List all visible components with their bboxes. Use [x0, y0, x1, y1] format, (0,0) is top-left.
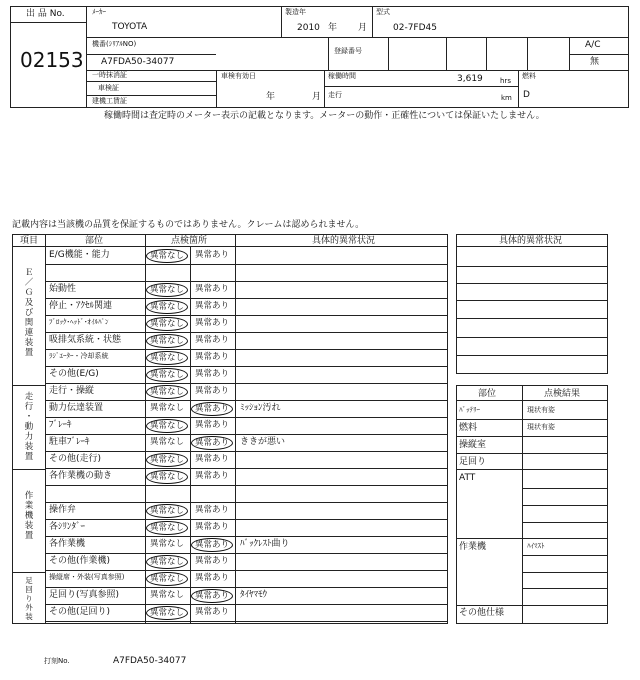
status-normal[interactable]: 異常なし — [149, 437, 184, 447]
right-result-battery: 現状有姿 — [527, 406, 555, 414]
model: 02-7FD45 — [393, 23, 437, 33]
row-part: 動力伝達装置 — [49, 403, 104, 413]
status-normal[interactable]: 異常なし — [149, 590, 184, 600]
row-part: その他(作業機) — [49, 556, 111, 566]
col-item-header: 項目 — [20, 236, 39, 246]
item-no: 02153 — [20, 48, 84, 72]
year-label: 製造年 — [285, 8, 306, 16]
row-divider — [45, 298, 448, 299]
row-divider — [45, 587, 448, 588]
row-part: その他(E/G) — [49, 369, 99, 379]
row-divider — [45, 502, 448, 503]
serial-label: 機番(ｼﾘｱﾙNO) — [92, 40, 137, 48]
status-normal[interactable]: 異常なし — [146, 606, 188, 620]
status-normal[interactable]: 異常なし — [146, 317, 188, 331]
col-check-header: 点検箇所 — [171, 236, 208, 246]
row-detail: ききが悪い — [240, 437, 286, 447]
row-divider — [45, 264, 448, 265]
status-normal[interactable]: 異常なし — [146, 334, 188, 348]
row-divider — [45, 485, 448, 486]
row-divider — [45, 570, 448, 571]
right-result-fuel: 現状有姿 — [527, 423, 555, 431]
km-unit: km — [501, 94, 512, 102]
right-col-part: 部位 — [478, 389, 497, 399]
status-abnormal[interactable]: 異常あり — [194, 573, 229, 583]
row-part: その他(走行) — [49, 454, 102, 464]
status-normal[interactable]: 異常なし — [146, 572, 188, 586]
right-part-att: ATT — [459, 473, 476, 483]
row-part: ﾌﾞﾚｰｷ — [49, 420, 72, 430]
group-chassis-label: 足 回 り 外 装 — [25, 576, 33, 621]
row-part: 各作業機の動き — [49, 471, 113, 481]
group-work-label: 作 業 機 装 置 — [24, 491, 34, 541]
row-part: 吸排気系統・状態 — [49, 335, 122, 345]
row-part: 駐車ﾌﾞﾚｰｷ — [49, 437, 90, 447]
year: 2010 — [297, 23, 320, 33]
row-divider — [45, 621, 448, 622]
hours-value: 3,619 — [457, 74, 483, 84]
year-unit: 年 — [328, 23, 338, 33]
row-detail: ﾊﾞｯｸﾚｽﾄ曲り — [240, 539, 290, 549]
row-part: ﾌﾞﾛｯｸ･ﾍｯﾄﾞ･ｵｲﾙﾊﾟﾝ — [49, 318, 109, 326]
inspection-month-unit: 月 — [312, 92, 322, 102]
status-normal[interactable]: 異常なし — [146, 504, 188, 518]
row-part: ﾗｼﾞｴｰﾀｰ・冷却系統 — [49, 352, 109, 360]
status-abnormal[interactable]: 異常あり — [194, 505, 229, 515]
status-abnormal[interactable]: 異常あり — [194, 335, 229, 345]
status-normal[interactable]: 異常なし — [149, 403, 184, 413]
status-abnormal[interactable]: 異常あり — [191, 538, 233, 552]
fuel-label: 燃料 — [522, 72, 536, 80]
inspection-year-unit: 年 — [266, 92, 276, 102]
right-detail-header: 具体的異常状況 — [499, 236, 563, 246]
status-normal[interactable]: 異常なし — [146, 470, 188, 484]
row-divider — [45, 366, 448, 367]
month-unit: 月 — [358, 23, 368, 33]
status-abnormal[interactable]: 異常あり — [194, 369, 229, 379]
status-normal[interactable]: 異常なし — [146, 368, 188, 382]
row-divider — [45, 519, 448, 520]
ac-value: 無 — [590, 57, 600, 67]
row-divider — [45, 332, 448, 333]
status-abnormal[interactable]: 異常あり — [191, 402, 233, 416]
status-abnormal[interactable]: 異常あり — [194, 301, 229, 311]
mileage-label: 走行 — [328, 91, 342, 99]
right-part-fuel: 燃料 — [459, 423, 478, 433]
item-no-label: 出 品 No. — [26, 9, 65, 19]
row-part: 操作弁 — [49, 505, 77, 515]
row-part: 各作業機 — [49, 539, 86, 549]
status-normal[interactable]: 異常なし — [146, 385, 188, 399]
row-part: E/G機能・能力 — [49, 250, 110, 260]
status-abnormal[interactable]: 異常あり — [194, 556, 229, 566]
status-normal[interactable]: 異常なし — [146, 521, 188, 535]
status-abnormal[interactable]: 異常あり — [191, 436, 233, 450]
vehicle-cert-label: 車検証 — [98, 84, 119, 92]
right-result-work: ﾊｲﾏｽﾄ — [527, 542, 545, 550]
row-part: 足回り(写真参照) — [49, 590, 120, 600]
status-normal[interactable]: 異常なし — [146, 300, 188, 314]
inspection-label: 車検有効日 — [221, 72, 256, 80]
row-divider — [45, 451, 448, 452]
row-divider — [45, 553, 448, 554]
status-normal[interactable]: 異常なし — [146, 555, 188, 569]
status-abnormal[interactable]: 異常あり — [194, 420, 229, 430]
right-part-other: その他仕様 — [459, 608, 505, 618]
row-divider — [45, 468, 448, 469]
status-normal[interactable]: 異常なし — [146, 419, 188, 433]
status-normal[interactable]: 異常なし — [149, 539, 184, 549]
temp-cert-label: 一時抹消証 — [92, 71, 127, 79]
row-part: 停止・ｱｸｾﾙ関連 — [49, 301, 113, 311]
status-abnormal[interactable]: 異常あり — [194, 522, 229, 532]
row-part: 始動性 — [49, 284, 77, 294]
col-detail-header: 具体的異常状況 — [312, 236, 376, 246]
status-abnormal[interactable]: 異常あり — [194, 250, 229, 260]
status-abnormal[interactable]: 異常あり — [194, 318, 229, 328]
maker-label: ﾒｰｶｰ — [92, 8, 106, 16]
maker: TOYOTA — [112, 22, 148, 32]
row-part: 各ｼﾘﾝﾀﾞｰ — [49, 522, 86, 532]
right-part-work: 作業機 — [459, 542, 487, 552]
row-part: 操縦席・外装(写真参照) — [49, 573, 125, 581]
right-part-battery: ﾊﾞｯﾃﾘｰ — [459, 406, 480, 414]
hours-note: 稼働時間は査定時のメーター表示の記載となります。メーターの動作・正確性については保証いたしません。 — [104, 111, 545, 121]
stamp-label: 打刻No. — [44, 657, 70, 665]
right-col-result: 点検結果 — [544, 389, 581, 399]
hours-label: 稼働時間 — [328, 72, 356, 80]
right-part-undercarriage: 足回り — [459, 457, 487, 467]
status-abnormal[interactable]: 異常あり — [194, 386, 229, 396]
row-part: 走行・操縦 — [49, 386, 95, 396]
status-normal[interactable]: 異常なし — [146, 453, 188, 467]
right-part-cab: 操縦室 — [459, 440, 487, 450]
status-normal[interactable]: 異常なし — [146, 249, 188, 263]
row-detail: ﾀｲﾔﾏﾓｳ — [240, 590, 268, 600]
row-divider — [45, 281, 448, 282]
status-normal[interactable]: 異常なし — [146, 351, 188, 365]
row-divider — [45, 383, 448, 384]
status-normal[interactable]: 異常なし — [146, 283, 188, 297]
col-part-header: 部位 — [85, 236, 104, 246]
status-abnormal[interactable]: 異常あり — [191, 589, 233, 603]
status-abnormal[interactable]: 異常あり — [194, 284, 229, 294]
disclaimer: 記載内容は当該機の品質を保証するものではありません。クレームは認められません。 — [12, 220, 365, 230]
row-part: その他(足回り) — [49, 607, 111, 617]
row-detail: ﾐｯｼｮﾝ汚れ — [240, 403, 281, 413]
hours-unit: hrs — [500, 77, 511, 85]
fuel-value: D — [523, 90, 530, 100]
status-abnormal[interactable]: 異常あり — [194, 454, 229, 464]
registration-label: 登録番号 — [334, 47, 362, 55]
serial: A7FDA50-34077 — [101, 57, 175, 67]
group-travel-label: 走 行 ・ 動 力 装 置 — [24, 392, 34, 462]
row-divider — [45, 400, 448, 401]
status-abnormal[interactable]: 異常あり — [194, 607, 229, 617]
status-abnormal[interactable]: 異常あり — [194, 352, 229, 362]
model-label: 型式 — [376, 8, 390, 16]
row-divider — [45, 604, 448, 605]
row-divider — [45, 434, 448, 435]
row-divider — [45, 349, 448, 350]
construction-cert-label: 建機工賃証 — [92, 97, 127, 105]
group-engine-label: Ｅ ／ Ｇ 及 び 関 連 装 置 — [24, 268, 34, 358]
row-divider — [45, 536, 448, 537]
row-divider — [45, 315, 448, 316]
ac-label: A/C — [585, 40, 601, 50]
stamp-value: A7FDA50-34077 — [113, 656, 187, 666]
row-divider — [45, 417, 448, 418]
status-abnormal[interactable]: 異常あり — [194, 471, 229, 481]
